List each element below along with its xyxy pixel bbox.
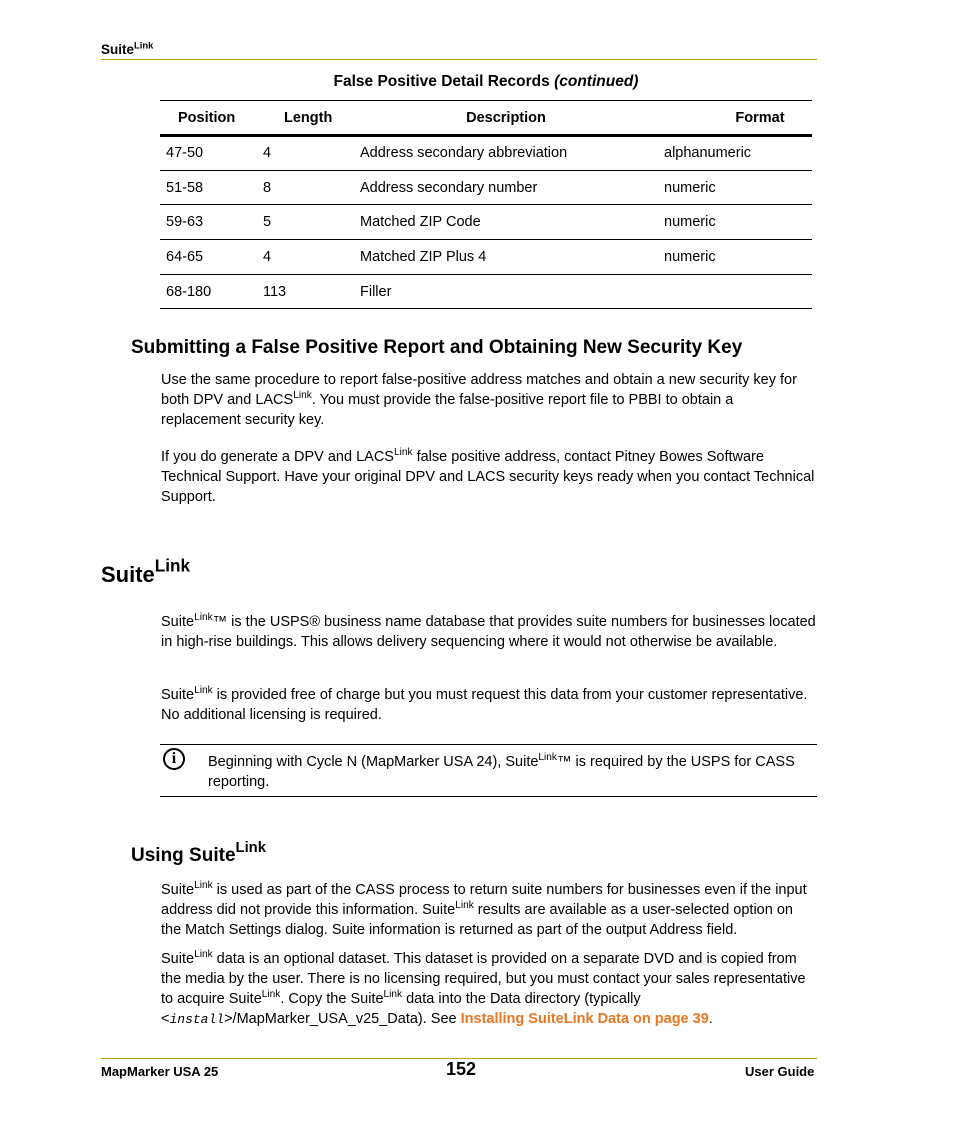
text: Suite	[161, 882, 195, 898]
suitelink-paragraph-1	[161, 612, 817, 652]
sup: Link	[538, 751, 557, 763]
running-header	[101, 42, 153, 57]
cell-format	[658, 274, 812, 309]
table-row	[160, 136, 812, 171]
column-header-length: Length	[257, 101, 354, 136]
text: Beginning with Cycle N (MapMarker USA 24), Suite	[208, 754, 539, 770]
cell-format: alphanumeric	[658, 136, 812, 171]
using-suitelink-heading	[131, 840, 266, 867]
cell-length: 113	[257, 274, 354, 309]
cell-description: Address secondary abbreviation	[354, 136, 658, 171]
heading-text: Suite	[101, 562, 155, 587]
text: data is an optional dataset. This dataset is provided on a separate DVD and is copied from the media by the user. There is no licensing required, but you must contact your sales representative to acquire Suite	[161, 951, 806, 1007]
note-text	[208, 752, 817, 792]
submitting-heading: Submitting a False Positive Report and Obtaining New Security Key	[131, 337, 743, 358]
table-row	[160, 205, 812, 240]
code-placeholder: install	[169, 1012, 225, 1027]
using-paragraph-2	[161, 949, 817, 1030]
sup: Link	[393, 446, 413, 458]
note-rule-top	[160, 744, 817, 745]
text: ™ is required by the USPS for CASS reporting.	[208, 754, 795, 790]
column-header-description: Description	[354, 101, 658, 136]
suitelink-heading	[101, 555, 191, 588]
running-header-sup: Link	[134, 40, 154, 52]
column-header-position: Position	[160, 101, 257, 136]
submitting-paragraph-2	[161, 447, 817, 507]
table-caption-suffix: (continued)	[554, 73, 639, 90]
table-row	[160, 274, 812, 309]
cell-length: 5	[257, 205, 354, 240]
text: Suite	[161, 687, 195, 703]
heading-sup: Link	[154, 555, 191, 576]
footer-product: MapMarker USA 25	[101, 1064, 219, 1079]
table-row	[160, 170, 812, 205]
text: >/MapMarker_USA_v25_Data). See	[224, 1011, 461, 1027]
text: is used as part of the CASS process to return suite numbers for businesses even if the input address did not provide this information. Suite	[161, 882, 807, 918]
sup: Link	[261, 988, 281, 1000]
cell-length: 4	[257, 136, 354, 171]
text: is provided free of charge but you must request this data from your customer representative. No additional licensing is required.	[161, 687, 808, 723]
sup: Link	[194, 948, 213, 960]
table-caption	[160, 73, 812, 91]
cell-format: numeric	[658, 240, 812, 275]
table-header-row	[160, 101, 812, 136]
cell-position: 51-58	[160, 170, 257, 205]
text: . You must provide the false-positive report file to PBBI to obtain a replacement security key.	[161, 392, 734, 428]
sup: Link	[194, 684, 213, 696]
header-rule	[101, 59, 817, 60]
text: .	[708, 1011, 713, 1027]
page-number: 152	[446, 1059, 477, 1079]
cell-position: 47-50	[160, 136, 257, 171]
suitelink-paragraph-2	[161, 685, 817, 725]
text: Suite	[161, 614, 195, 630]
sup: Link	[194, 611, 213, 623]
text: data into the Data directory (typically <	[161, 991, 641, 1027]
heading-sup: Link	[235, 840, 266, 857]
text: . Copy the Suite	[280, 991, 384, 1007]
footer-guide: User Guide	[745, 1064, 815, 1079]
cell-position: 64-65	[160, 240, 257, 275]
cell-position: 68-180	[160, 274, 257, 309]
cell-length: 8	[257, 170, 354, 205]
cell-position: 59-63	[160, 205, 257, 240]
text: Use the same procedure to report false-positive address matches and obtain a new security key for both DPV and LACS	[161, 372, 797, 408]
sup: Link	[194, 879, 213, 891]
heading-text: Using Suite	[131, 845, 236, 866]
note-rule-bottom	[160, 796, 817, 797]
sup: Link	[293, 389, 312, 401]
text: results are available as a user-selected option on the Match Settings dialog. Suite information is returned as part of the output Address field.	[161, 902, 793, 938]
text: Suite	[161, 951, 195, 967]
cell-description: Filler	[354, 274, 658, 309]
using-paragraph-1	[161, 880, 817, 940]
text: false positive address, contact Pitney Bowes Software Technical Support. Have your original DPV and LACS security keys ready when you contact Technical Support.	[161, 449, 815, 505]
cell-format: numeric	[658, 170, 812, 205]
sup: Link	[455, 899, 474, 911]
cell-description: Address secondary number	[354, 170, 658, 205]
table-caption-text: False Positive Detail Records	[333, 73, 550, 90]
cell-length: 4	[257, 240, 354, 275]
text: If you do generate a DPV and LACS	[161, 449, 394, 465]
cell-format: numeric	[658, 205, 812, 240]
table-row	[160, 240, 812, 275]
sup: Link	[383, 988, 403, 1000]
installing-suitelink-link[interactable]: Installing SuiteLink Data on page 39	[460, 1011, 709, 1027]
info-circle-icon: i	[163, 748, 185, 770]
detail-records-table	[160, 100, 812, 309]
cell-description: Matched ZIP Code	[354, 205, 658, 240]
submitting-paragraph-1	[161, 370, 817, 430]
text: ™ is the USPS® business name database that provides suite numbers for businesses located in high-rise buildings. This allows delivery sequencing where it would not otherwise be available.	[161, 614, 816, 650]
cell-description: Matched ZIP Plus 4	[354, 240, 658, 275]
running-header-text: Suite	[101, 42, 135, 57]
column-header-format: Format	[658, 101, 812, 136]
